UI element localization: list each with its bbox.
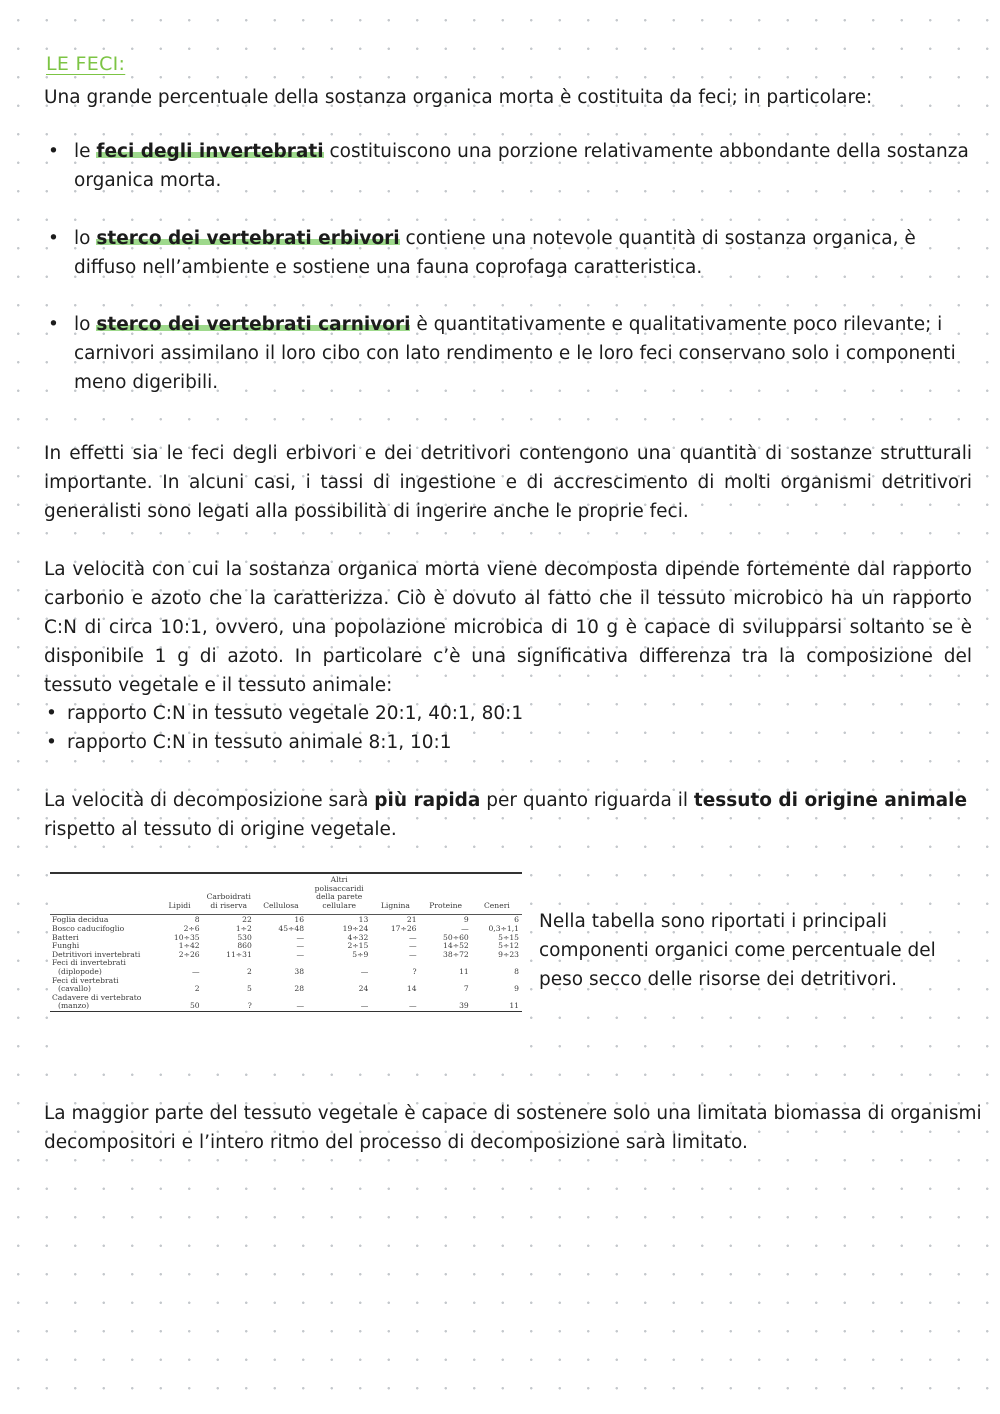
bullet-dot-icon: •	[48, 314, 59, 335]
composition-table-image	[50, 872, 524, 1060]
highlighted-term: sterco dei vertebrati erbivori	[96, 228, 400, 249]
section-heading: LE FECI:	[46, 53, 126, 75]
table-header: Proteine	[429, 900, 462, 910]
table-row: (diplopode) — 2 38 — ? 11 8	[58, 966, 519, 976]
highlighted-term: sterco dei vertebrati carnivori	[96, 314, 411, 335]
paragraph-effetti: In effetti sia le feci degli erbivori e dei detritivori contengono una quantità di sostanze strutturali importante. In alcuni casi, i tassi di ingestione e di accrescimento di molti organismi detritivori generalisti sono legati alla possibilità di ingerire anche le proprie feci.	[44, 443, 972, 522]
bullet-text: lo sterco dei vertebrati erbivori contiene una notevole quantità di sostanza organica, è diffuso nell’ambiente e sostiene una fauna coprofaga caratteristica.	[74, 228, 916, 278]
bold-term: tessuto di origine animale	[693, 790, 968, 811]
table-row: Funghi 1÷42 860 — 2÷15 — 14÷52 5÷12	[52, 941, 519, 951]
bullet-dot-icon: •	[46, 703, 57, 724]
table-header: Altri polisaccaridi della parete cellulare	[314, 875, 364, 910]
bullet-dot-icon: •	[48, 141, 59, 162]
table-row: Batteri 10÷35 530 — 4÷32 — 50÷60 5÷15	[52, 932, 519, 942]
table-header: Cellulosa	[263, 900, 299, 910]
bullet-feci-invertebrati	[44, 137, 972, 195]
paragraph-final: La maggior parte del tessuto vegetale è capace di sostenere solo una limitata biomassa di organismi decompositori e l’intero ritmo del processo di decomposizione sarà limitato.	[44, 1103, 982, 1153]
table-header	[50, 873, 156, 915]
table-row: (cavallo) 2 5 28 24 14 7 9	[58, 984, 519, 994]
paragraph-velocita: La velocità con cui la sostanza organica morta viene decomposta dipende fortemente dal rapporto carbonio e azoto che la caratterizza. Ciò è dovuto al fatto che il tessuto microbico ha un rapporto C:N di circa 10:1, ovvero, una popolazione microbica di 10 g è capace di svilupparsi soltanto se è disponibile 1 g di azoto. In particolare c’è una significativa differenza tra la composizione del tessuto vegetale e il tessuto animale:	[44, 559, 972, 696]
cn-ratio-list	[44, 699, 944, 757]
table-row: Feci di vertebrati	[52, 975, 119, 985]
bullet-text: le feci degli invertebrati costituiscono una porzione relativamente abbondante della sostanza organica morta.	[74, 141, 969, 191]
paragraph-rapida: La velocità di decomposizione sarà più rapida per quanto riguarda il tessuto di origine animale rispetto al tessuto di origine vegetale.	[44, 790, 968, 840]
bullet-dot-icon: •	[48, 228, 59, 249]
list-item: • rapporto C:N in tessuto animale 8:1, 10:1	[44, 728, 944, 757]
table-caption: Nella tabella sono riportati i principali componenti organici come percentuale del peso secco delle risorse dei detritivori.	[539, 911, 936, 990]
table-row: Bosco caducifoglio 2÷6 1÷2 45÷48 19÷24 17÷26 — 0,3÷1,1	[52, 923, 519, 933]
table-row: Cadavere di vertebrato	[52, 992, 142, 1002]
table-header: Lignina	[380, 900, 410, 910]
table-row: Feci di invertebrati	[52, 958, 126, 968]
table-row: Detritivori invertebrati 2÷26 11÷31 — 5÷9 — 38÷72 9÷23	[52, 949, 519, 959]
bullet-dot-icon: •	[46, 732, 57, 753]
table-row: Foglia decidua 8 22 16 13 21 9 6	[52, 915, 519, 925]
table-header: Lipidi	[168, 900, 191, 910]
bullet-sterco-carnivori	[44, 310, 972, 397]
highlighted-term: feci degli invertebrati	[96, 141, 324, 162]
table-row: (manzo) 50 ? — — — 39 11	[58, 1001, 519, 1011]
table-header: Ceneri	[484, 900, 510, 910]
bullet-sterco-erbivori	[44, 224, 972, 282]
composition-table	[50, 872, 522, 1013]
bullet-text: lo sterco dei vertebrati carnivori è quantitativamente e qualitativamente poco rilevante; i carnivori assimilano il loro cibo con lato rendimento e le loro feci conservano solo i componenti meno digeribili.	[74, 314, 956, 393]
list-item: • rapporto C:N in tessuto vegetale 20:1, 40:1, 80:1	[44, 699, 944, 728]
intro-paragraph: Una grande percentuale della sostanza organica morta è costituita da feci; in particolare:	[44, 87, 873, 108]
bold-term: più rapida	[374, 790, 481, 811]
table-header: Carboidrati di riserva	[206, 892, 251, 910]
